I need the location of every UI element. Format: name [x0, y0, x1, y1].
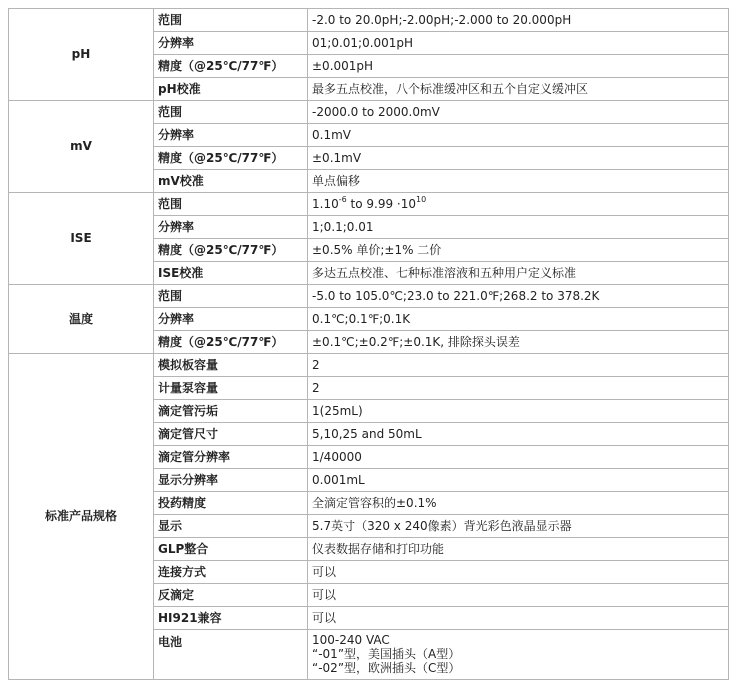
table-row — [9, 9, 729, 32]
value-cell: ±0.1mV — [308, 147, 729, 170]
category-cell: pH — [9, 9, 154, 101]
param-cell: 范围 — [154, 101, 308, 124]
value-cell: 5.7英寸（320 x 240像素）背光彩色液晶显示器 — [308, 515, 729, 538]
param-cell: 分辨率 — [154, 308, 308, 331]
table-row — [9, 101, 729, 124]
value-text: 1.10 — [312, 196, 339, 211]
param-cell: 范围 — [154, 9, 308, 32]
value-cell: 2 — [308, 377, 729, 400]
param-cell: GLP整合 — [154, 538, 308, 561]
value-line: 100-240 VAC — [312, 633, 390, 647]
table-row — [9, 193, 729, 216]
value-cell: 5,10,25 and 50mL — [308, 423, 729, 446]
value-cell: 多达五点校准、七种标准溶液和五种用户定义标准 — [308, 262, 729, 285]
param-cell: 分辨率 — [154, 32, 308, 55]
value-cell: 可以 — [308, 584, 729, 607]
param-cell: 滴定管污垢 — [154, 400, 308, 423]
param-cell: 精度（@25℃/77℉） — [154, 55, 308, 78]
value-cell: 0.001mL — [308, 469, 729, 492]
param-cell: 精度（@25℃/77℉） — [154, 147, 308, 170]
param-cell: 投药精度 — [154, 492, 308, 515]
exponent-text: 10 — [416, 194, 427, 204]
exponent-text: -6 — [338, 194, 347, 204]
param-cell: pH校准 — [154, 78, 308, 101]
param-cell: 连接方式 — [154, 561, 308, 584]
value-cell — [308, 630, 729, 680]
param-cell: 显示分辨率 — [154, 469, 308, 492]
value-cell: 01;0.01;0.001pH — [308, 32, 729, 55]
value-cell: -2000.0 to 2000.0mV — [308, 101, 729, 124]
table-row — [9, 285, 729, 308]
param-cell: 模拟板容量 — [154, 354, 308, 377]
value-cell: -5.0 to 105.0℃;23.0 to 221.0℉;268.2 to 378.2K — [308, 285, 729, 308]
param-cell: 分辨率 — [154, 216, 308, 239]
table-row — [9, 354, 729, 377]
value-cell: 0.1mV — [308, 124, 729, 147]
value-cell: -2.0 to 20.0pH;-2.00pH;-2.000 to 20.000pH — [308, 9, 729, 32]
param-cell: mV校准 — [154, 170, 308, 193]
value-cell: ±0.001pH — [308, 55, 729, 78]
value-line: “-02”型，欧洲插头（C型） — [312, 661, 461, 675]
value-cell: 0.1℃;0.1℉;0.1K — [308, 308, 729, 331]
value-cell: 1/40000 — [308, 446, 729, 469]
value-cell: 1;0.1;0.01 — [308, 216, 729, 239]
value-cell: 最多五点校准，八个标准缓冲区和五个自定义缓冲区 — [308, 78, 729, 101]
value-cell: 可以 — [308, 607, 729, 630]
param-cell: 范围 — [154, 285, 308, 308]
param-cell: HI921兼容 — [154, 607, 308, 630]
value-cell: 单点偏移 — [308, 170, 729, 193]
param-cell: 滴定管尺寸 — [154, 423, 308, 446]
param-cell: 显示 — [154, 515, 308, 538]
value-cell: 仪表数据存储和打印功能 — [308, 538, 729, 561]
category-cell: ISE — [9, 193, 154, 285]
param-cell: ISE校准 — [154, 262, 308, 285]
value-cell: 1(25mL) — [308, 400, 729, 423]
value-line: “-01”型，美国插头（A型） — [312, 647, 461, 661]
param-cell: 滴定管分辨率 — [154, 446, 308, 469]
value-cell — [308, 193, 729, 216]
param-cell: 计量泵容量 — [154, 377, 308, 400]
param-cell: 反滴定 — [154, 584, 308, 607]
value-cell: 可以 — [308, 561, 729, 584]
param-cell: 电池 — [154, 630, 308, 680]
category-cell: 温度 — [9, 285, 154, 354]
category-cell: 标准产品规格 — [9, 354, 154, 680]
param-cell: 精度（@25℃/77℉） — [154, 331, 308, 354]
value-cell: 2 — [308, 354, 729, 377]
param-cell: 精度（@25℃/77℉） — [154, 239, 308, 262]
value-cell: ±0.1℃;±0.2℉;±0.1K, 排除探头误差 — [308, 331, 729, 354]
category-cell: mV — [9, 101, 154, 193]
value-text: to 9.99 ·10 — [346, 196, 416, 211]
value-cell: 全滴定管容积的±0.1% — [308, 492, 729, 515]
value-cell: ±0.5% 单价;±1% 二价 — [308, 239, 729, 262]
param-cell: 范围 — [154, 193, 308, 216]
param-cell: 分辨率 — [154, 124, 308, 147]
spec-table — [8, 8, 729, 680]
